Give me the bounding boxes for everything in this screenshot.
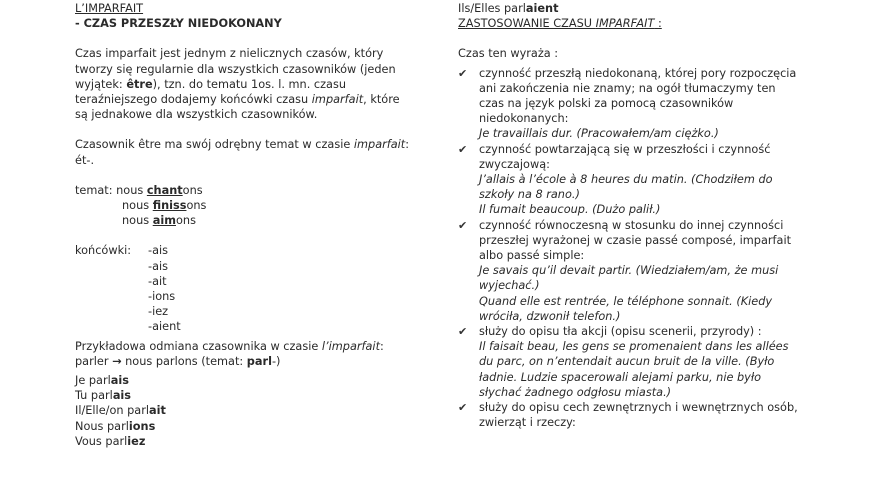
usage-item: ✔ czynność przeszłą niedokonaną, której pory rozpoczęcia ani zakończenia nie znamy; na ogół tłumaczymy ten czas na język polski za pomocą czasowników niedokonanych: Je travaillais dur. (Pracowałem/am ciężko.) (458, 66, 797, 141)
stem-row: nous aimons (122, 214, 196, 228)
intro-line: Czas imparfait jest jednym z nielicznych czasów, który (75, 47, 384, 61)
ending-row: -ait (148, 274, 167, 288)
conjugation-row: Il/Elle/on parlait (75, 404, 166, 418)
usage-heading: ZASTOSOWANIE CZASU IMPARFAIT : (458, 17, 662, 31)
ending-row: -ions (148, 290, 176, 304)
example-line: parler → nous parlons (temat: parl-) (75, 354, 281, 368)
conjugation-row: Vous parliez (75, 434, 146, 448)
stem-row: temat: nous chantons (75, 183, 203, 197)
intro-line: teraźniejszego dodajemy końcówki czasu imparfait, które (75, 93, 400, 107)
endings-list (75, 243, 425, 334)
example-paragraph (75, 339, 425, 369)
check-icon: ✔ (458, 218, 468, 232)
intro-line: są jednakowe dla wszystkich czasowników. (75, 108, 318, 122)
page-subtitle: - CZAS PRZESZŁY NIEDOKONANY (75, 17, 282, 31)
etre-line: ét-. (75, 153, 95, 167)
conjugation-table (75, 373, 425, 449)
check-icon: ✔ (458, 325, 468, 339)
stem-examples (75, 183, 425, 229)
usage-item: ✔ służy do opisu tła akcji (opisu scenerii, przyrody) : Il faisait beau, les gens se promenaient dans les allées du parc, on n’entendait aucun bruit de la ville. (Było ładnie. Ludzie spacerowali alejami parku, nie było słychać żadnego odgłosu miasta.) (458, 325, 789, 399)
conjugation-row: Nous parlions (75, 419, 156, 433)
check-icon: ✔ (458, 142, 468, 156)
right-column (458, 1, 808, 430)
intro-line: wyjątek: être), tzn. do tematu 1os. l. mn. czasu (75, 77, 347, 91)
conjugation-row: Ils/Elles parlaient (458, 2, 559, 15)
check-icon: ✔ (458, 401, 468, 415)
ending-row: -iez (148, 305, 169, 319)
ending-row: końcówki: -ais (75, 244, 169, 258)
etre-paragraph (75, 137, 425, 167)
intro-paragraph (75, 46, 425, 122)
intro-line: tworzy się regularnie dla wszystkich czasowników (jeden (75, 62, 396, 76)
usage-item: ✔ czynność równoczesną w stosunku do innej czynności przeszłej wyrażonej w czasie passé composé, imparfait albo passé simple: Je savais qu’il devait partir. (Wiedziałem/am, że musi wyjechać.) Quand elle est rentrée, le téléphone sonnait. (Kiedy wróciła, dzwonił telefon.) (458, 218, 792, 323)
ending-row: -ais (148, 259, 169, 273)
ending-row: -aient (148, 320, 181, 334)
conjugation-row: Je parlais (75, 374, 129, 388)
page-title: L’IMPARFAIT (75, 2, 144, 15)
usage-lead: Czas ten wyraża : (458, 47, 559, 61)
usage-item: ✔ czynność powtarzającą się w przeszłości i czynność zwyczajową: J’allais à l’école à 8 heures du matin. (Chodziłem do szkoły na 8 rano.) Il fumait beaucoup. (Dużo palił.) (458, 142, 773, 217)
stem-row: nous finissons (122, 199, 207, 213)
arrow-icon: → (112, 354, 122, 368)
etre-line: Czasownik être ma swój odrębny temat w czasie imparfait: (75, 138, 410, 152)
conjugation-row: Tu parlais (75, 389, 132, 403)
usage-item: ✔ służy do opisu cech zewnętrznych i wewnętrznych osób, zwierząt i rzeczy: (458, 401, 798, 430)
left-column (75, 1, 425, 449)
check-icon: ✔ (458, 66, 468, 80)
example-line: Przykładowa odmiana czasownika w czasie l’imparfait: (75, 339, 384, 353)
usage-list (458, 66, 808, 431)
